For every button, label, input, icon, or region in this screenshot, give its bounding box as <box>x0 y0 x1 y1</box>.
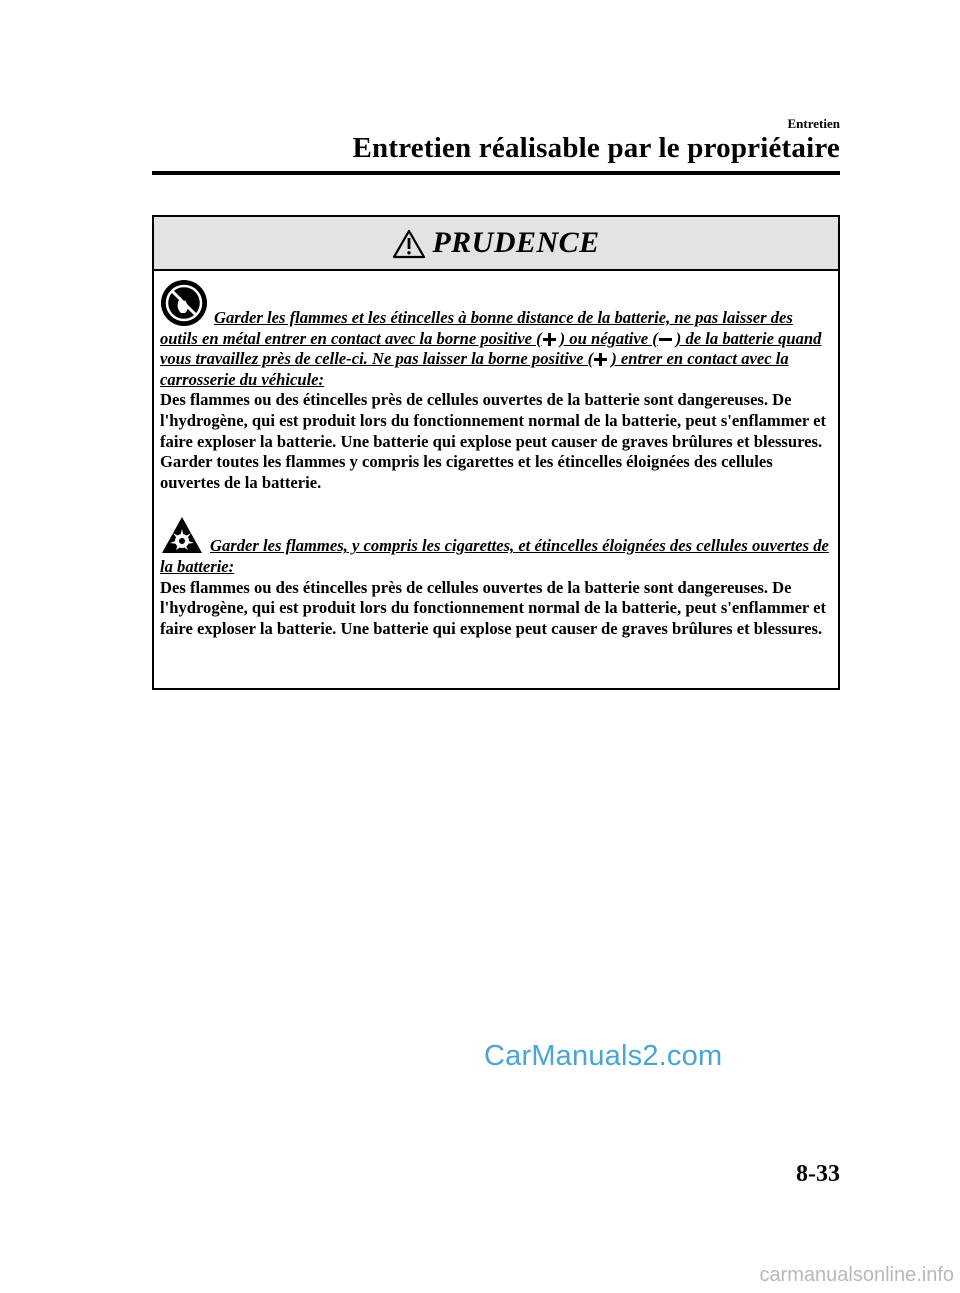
warning-triangle-icon <box>392 229 426 259</box>
plus-sign-icon <box>594 353 607 366</box>
warning-explosion <box>160 515 830 639</box>
caution-header <box>154 217 838 271</box>
page-number: 8-33 <box>796 1161 840 1187</box>
warning-flames-heading-part: ) de la batterie quand vous travaillez près de celle-ci. Ne pas laisser la borne positive ( <box>160 328 822 369</box>
footer-site-link[interactable]: carmanualsonline.info <box>759 1264 954 1286</box>
warning-flames-heading: Garder les flammes et les étincelles à bonne distance de la batterie, ne pas laisser des outils en métal entrer en contact avec la borne positive ( <box>160 308 793 348</box>
caution-box <box>152 215 840 690</box>
section-label: Entretien <box>787 116 840 131</box>
caution-title: PRUDENCE <box>432 226 600 259</box>
plus-sign-icon <box>543 333 556 346</box>
explosion-icon <box>160 515 204 555</box>
minus-sign-icon <box>659 333 672 346</box>
warning-flames-heading-part: ) ou négative ( <box>559 328 658 348</box>
warning-explosion-body: Des flammes ou des étincelles près de cellules ouvertes de la batterie sont dangereuses. De l'hydrogène, qui est produit lors du fonctionnement normal de la batterie, peut s'enflammer et faire exploser la batterie. Une batterie qui explose peut causer de graves brûlures et blessures. <box>160 577 827 638</box>
warning-explosion-heading: Garder les flammes, y compris les cigarettes, et étincelles éloignées des cellules ouvertes de la batterie: <box>160 536 829 576</box>
warning-flames-heading-part: ) entrer en contact avec la carrosserie du véhicule: <box>160 349 789 389</box>
page-title: Entretien réalisable par le propriétaire <box>352 132 840 164</box>
header-rule <box>152 171 840 175</box>
warning-flames-body: Des flammes ou des étincelles près de cellules ouvertes de la batterie sont dangereuses. De l'hydrogène, qui est produit lors du fonctionnement normal de la batterie, peut s'enflammer et faire exploser la batterie. Une batterie qui explose peut causer de graves brûlures et blessures. Garder toutes les flammes y compris les cigarettes et les étincelles éloignées des cellules ouvertes de la batterie. <box>160 390 827 492</box>
caution-body <box>154 271 838 639</box>
watermark: CarManuals2.com <box>484 1040 723 1072</box>
warning-flames <box>160 279 830 493</box>
no-flame-icon <box>160 279 208 327</box>
